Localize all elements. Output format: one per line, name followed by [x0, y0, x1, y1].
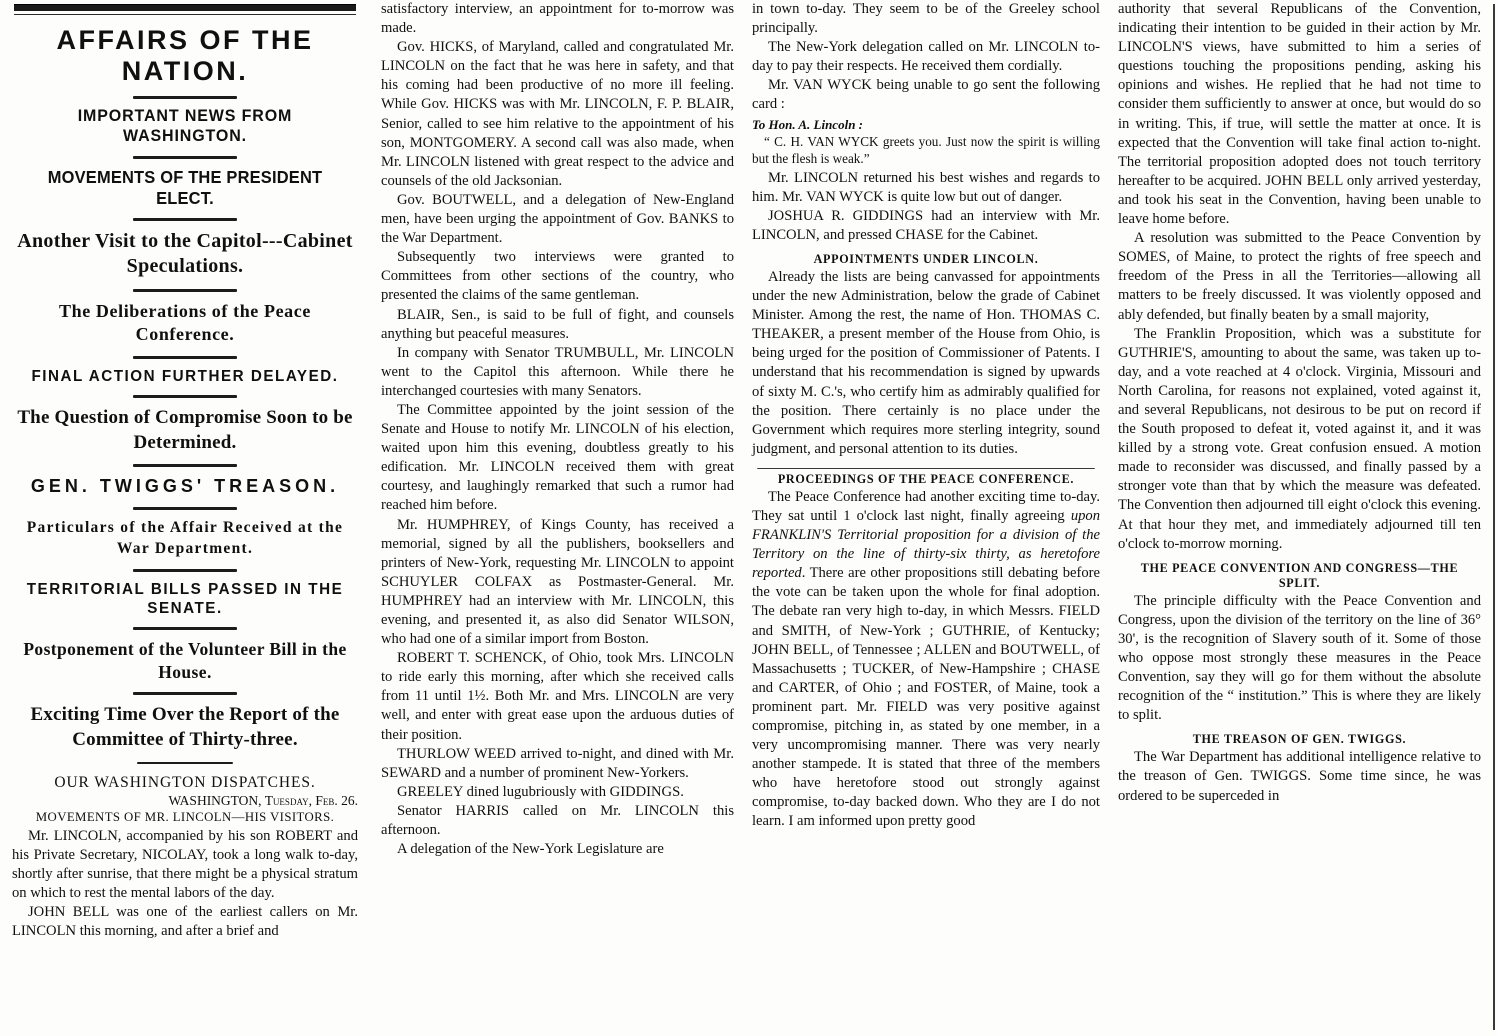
headline-deck-4: Another Visit to the Capitol---Cabinet Speculations.	[17, 229, 353, 278]
peace-text-part-a: The Peace Conference had another exciting time to-day. They sat until 1 o'clock last night, finally agreeing	[752, 488, 1100, 524]
peace-text-part-b: . There are other propositions still debating before the vote can be taken upon the whole for final adoption. The debate ran very high to-day, in which Messrs. FIELD and SMITH, of New-York ; GUTHRIE, of Kentucky; JOHN BELL, of Tennessee ; ALLEN and BOUTWELL, of Massachusetts ; TUCKER, of New-Hampshire ; CHASE and CARTER, of Ohio ; and FOSTER, of Maine, took a prominent part. Mr. FIELD was very positive against compromise, pitching in, as stated by one member, in a very uncompromising manner. There was very nearly another stampede. It is stated that three of the members who have heretofore stood out strongly against compromise, to-day backed down. Who they are I do not learn. I am informed upon pretty good	[752, 565, 1100, 830]
paragraph: In company with Senator TRUMBULL, Mr. LINCOLN went to the Capitol this afternoon. While there he interchanged courtesies with many Senators.	[381, 344, 734, 399]
deck-divider	[137, 762, 233, 764]
deck-divider	[133, 464, 237, 467]
deck-divider	[133, 218, 237, 221]
headline-deck-5: The Deliberations of the Peace Conference.	[59, 300, 311, 345]
paragraph: The War Department has additional intelligence relative to the treason of Gen. TWIGGS. Some time since, he was ordered to be superceded in	[1118, 749, 1481, 804]
deck-divider	[133, 507, 237, 510]
peace-text-italic: upon FRANKLIN'S Territorial proposition for a division of the Territory on the line of thirty-six thirty, as heretofore reported	[752, 507, 1100, 582]
headline-deck-7: The Question of Compromise Soon to be Determined.	[17, 406, 353, 453]
deck-divider	[133, 569, 237, 572]
paragraph: GREELEY dined lugubriously with GIDDINGS.	[397, 783, 684, 800]
paragraph: The New-York delegation called on Mr. LINCOLN to-day to pay their respects. He received them cordially.	[752, 39, 1100, 75]
headline-deck-3: MOVEMENTS OF THE PRESIDENT ELECT.	[47, 166, 323, 208]
paragraph: The Committee appointed by the joint session of the Senate and House to notify Mr. LINCOLN of his election, waited upon him this evening, doubtless greatly to his edification. Mr. LINCOLN received them with great courtesy, and laughingly remarked that such a rumor had reached him before.	[381, 401, 734, 514]
paragraph: Gov. HICKS, of Maryland, called and congratulated Mr. LINCOLN on the fact that he was here in safety, and that his coming had been productive of no more ill feeling. While Gov. HICKS was with Mr. LINCOLN, F. P. BLAIR, Senior, called to see him relative to the appointment of his son, MONTGOMERY. A second call was also made, when Mr. LINCOLN listened with great respect to the advice and counsels of the old Jacksonian.	[381, 39, 734, 189]
deck-divider	[133, 395, 237, 398]
column-1	[0, 0, 372, 1036]
paragraph: A resolution was submitted to the Peace Convention by SOMES, of Maine, to protect the rights of free speech and freedom of the Press in all the Territories—allowing all matters to be freely discussed. It was violently opposed and ably defended, but finally beaten by a small majority,	[1118, 230, 1481, 323]
paragraph: The Franklin Proposition, which was a substitute for GUTHRIE'S, amounting to about the same, was taken up to-day, and a vote reached at 4 o'clock. Virginia, Missouri and North Carolina, for reasons not explained, voted against it, and several Republicans, not desirous to be put on record if the South proposed to defeat it, voted against it, and it was killed by a strong vote. Great confusion ensued. A motion made to reconsider was discussed, and finally passed by a stronger vote than that by which the measure was defeated. The Convention then adjourned till eight o'clock this evening. At that hour they met, and immediately adjourned till ten o'clock to-morrow morning.	[1118, 325, 1481, 552]
headline-deck-9: Particulars of the Affair Received at the War Department.	[26, 518, 344, 557]
column-4	[1109, 0, 1497, 1036]
deck-divider	[133, 96, 237, 99]
paragraph: JOHN BELL was one of the earliest callers on Mr. LINCOLN this morning, and after a brief and	[12, 904, 358, 940]
paragraph: ROBERT T. SCHENCK, of Ohio, took Mrs. LINCOLN to ride early this morning, after which she received calls from 11 until 1½. Both Mr. and Mrs. LINCOLN are very well, and enter with great ease upon the arduous duties of their position.	[381, 650, 734, 743]
kicker-movements-of-lincoln: MOVEMENTS OF MR. LINCOLN—HIS VISITORS.	[35, 809, 335, 824]
paragraph: Already the lists are being canvassed for appointments under the new Administration, below the grade of Cabinet Minister. Among the rest, the name of Hon. THOMAS C. THEAKER, a present member of the House from Ohio, is being urged for the position of Commissioner of Patents. I understand that his recommendation is signed by upwards of sixty M. C.'s, who certify him as admirably qualified for the position. There certainly is no place under the Government which requires more sterling integrity, sound judgment, and personal attention to its duties.	[752, 268, 1100, 457]
section-head-proceedings-peace-conference: PROCEEDINGS OF THE PEACE CONFERENCE.	[757, 468, 1095, 487]
deck-divider	[133, 156, 237, 159]
paragraph-peace-conference	[752, 488, 1100, 832]
deck-divider	[133, 627, 237, 630]
section-head-peace-convention-split: THE PEACE CONVENTION AND CONGRESS—THE SPLIT.	[1140, 560, 1459, 590]
headline-main: AFFAIRS OF THE NATION.	[56, 25, 314, 87]
paragraph: Mr. VAN WYCK being unable to go sent the following card :	[752, 77, 1100, 113]
paragraph: Senator HARRIS called on Mr. LINCOLN this afternoon.	[381, 802, 734, 839]
headline-deck-8: GEN. TWIGGS' TREASON.	[30, 476, 340, 497]
paragraph: in town to-day. They seem to be of the Greeley school principally.	[752, 1, 1100, 37]
paragraph: The principle difficulty with the Peace Convention and Congress, upon the division of the territory on the line of 36° 30', is the recognition of Slavery south of it. Some of those who oppose most strongly these measures in the Peace Convention, say they will go for them without the absolute recognition of the “ institution.” This is where they are likely to split.	[1118, 592, 1481, 724]
masthead-thick-rule	[14, 4, 356, 11]
paragraph: A delegation of the New-York Legislature are	[397, 841, 664, 858]
paragraph: authority that several Republicans of the Convention, indicating their intention to be guided in their action by Mr. LINCOLN'S views, have submitted to him a series of questions touching the propositions pending, asking his opinions and wishes. He replied that he had not time to consider them sufficiently to answer at once, but would do so in writing. This, if true, will settle the matter at once. It is expected that the Convention will take final action to-night. The territorial proposition adopted does not touch territory hereafter to be acquired. JOHN BELL only arrived yesterday, and took his seat in the Convention, having been unable to leave home before.	[1118, 1, 1481, 228]
section-head-treason-of-gen-twiggs: THE TREASON OF GEN. TWIGGS.	[1192, 732, 1407, 747]
headline-deck-11: Postponement of the Volunteer Bill in the House.	[23, 638, 347, 682]
headline-deck-2: IMPORTANT NEWS FROM WASHINGTON.	[77, 107, 293, 145]
paragraph: Mr. HUMPHREY, of Kings County, has received a memorial, signed by all the publishers, booksellers and printers of New-York, requesting Mr. LINCOLN to appoint SCHUYLER COLFAX as Postmaster-General. Mr. HUMPHREY had an interview with Mr. LINCOLN, this evening, and presented it, as also did Senator WILSON, who had one of a similar import from Boston.	[381, 516, 734, 648]
headline-deck-12: Exciting Time Over the Report of the Committee of Thirty-three.	[30, 704, 340, 751]
deck-divider	[133, 289, 237, 292]
paragraph: Gov. BOUTWELL, and a delegation of New-England men, have been urging the appointment of Gov. BANKS to the War Department.	[381, 191, 734, 247]
masthead-thin-rule	[14, 14, 356, 15]
headline-deck	[12, 25, 358, 764]
paragraph: Subsequently two interviews were granted to Committees from other sections of the country, who presented the claims of the same gentleman.	[381, 249, 734, 304]
headline-deck-10: TERRITORIAL BILLS PASSED IN THE SENATE.	[26, 580, 344, 617]
card-salutation: To Hon. A. Lincoln :	[752, 116, 864, 132]
section-head-appointments-under-lincoln: APPOINTMENTS UNDER LINCOLN.	[813, 251, 1039, 266]
deck-divider	[133, 692, 237, 695]
section-head-washington-dispatches: OUR WASHINGTON DISPATCHES.	[54, 773, 316, 791]
paragraph: JOSHUA R. GIDDINGS had an interview with Mr. LINCOLN, and pressed CHASE for the Cabinet.	[752, 207, 1100, 243]
card-quote: “ C. H. VAN WYCK greets you. Just now the spirit is willing but the flesh is weak.”	[752, 133, 1100, 166]
headline-deck-6: FINAL ACTION FURTHER DELAYED.	[31, 367, 339, 385]
paragraph: BLAIR, Sen., is said to be full of fight, and counsels anything but peaceful measures.	[381, 306, 734, 342]
column-2	[372, 0, 743, 1036]
paragraph: Mr. LINCOLN, accompanied by his son ROBERT and his Private Secretary, NICOLAY, took a long walk to-day, shortly after sunrise, that there might be a physical stratum on which to rest the mental labors of the day.	[12, 827, 358, 902]
dateline: WASHINGTON, Tuesday, Feb. 26.	[168, 792, 358, 808]
column-3	[743, 0, 1109, 1036]
paragraph: satisfactory interview, an appointment for to-morrow was made.	[381, 1, 734, 37]
paragraph: Mr. LINCOLN returned his best wishes and regards to him. Mr. VAN WYCK is quite low but out of danger.	[752, 169, 1100, 205]
paragraph: THURLOW WEED arrived to-night, and dined with Mr. SEWARD and a number of prominent New-Yorkers.	[381, 745, 734, 781]
deck-divider	[133, 356, 237, 359]
